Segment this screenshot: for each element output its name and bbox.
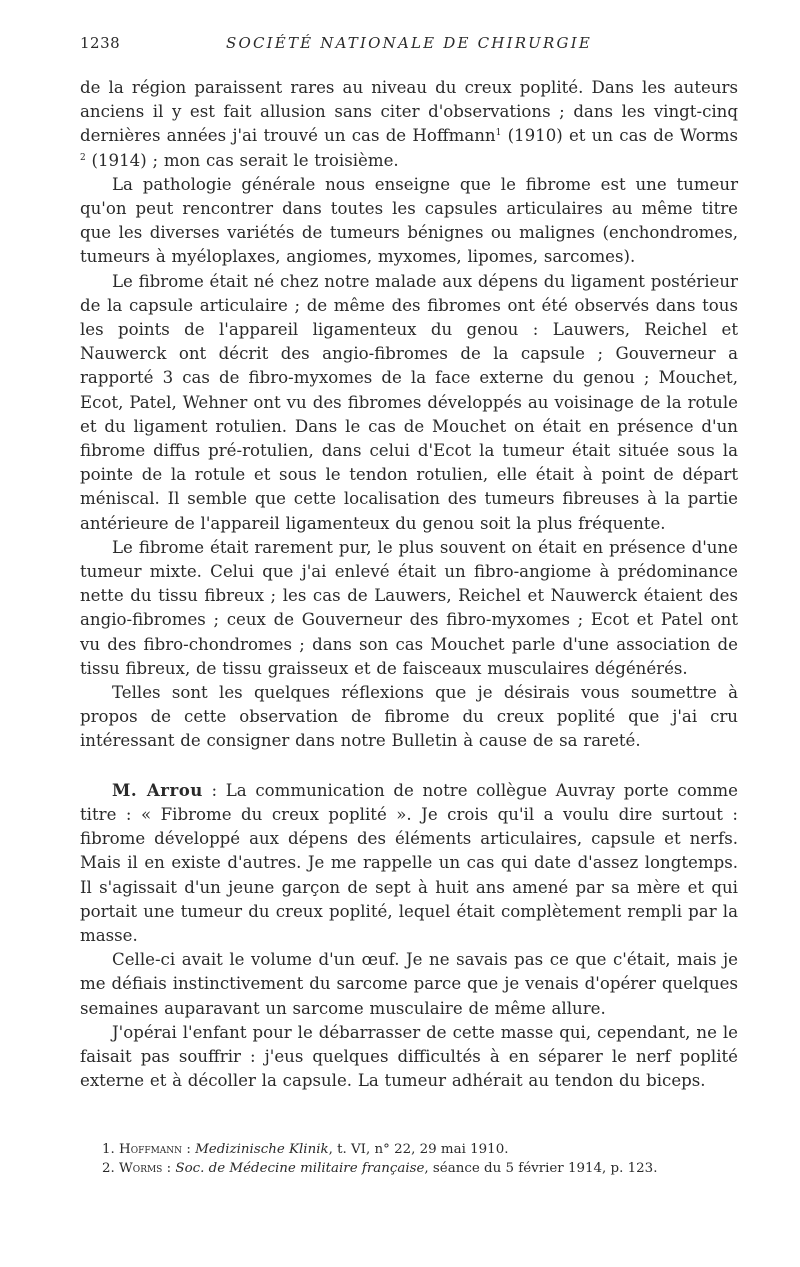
- footnote-2-source: Soc. de Médecine militaire française: [175, 1161, 425, 1176]
- paragraph-4: Le fibrome était rarement pur, le plus souvent on était en présence d'une tumeur mixte. Celui que j'ai enlevé était un fibro-angiome à prédominance nette du tissu fibreux ; les cas de Lauwers, Reichel et Nauwerck étaient des angio-fibromes ; ceux de Gouverneur des fibro-myxomes ; Ecot et Patel ont vu des fibro-chondromes ; dans son cas Mouchet parle d'une association de tissu fibreux, de tissu graisseux et de faisceaux musculaires dégénérés.: [80, 537, 738, 678]
- speaker-name: M. Arrou: [112, 779, 203, 800]
- footnote-ref-2: 2: [80, 152, 86, 163]
- footnote-1-source: Medizinische Klinik: [195, 1142, 329, 1157]
- footnote-1-author: Hoffmann: [119, 1142, 183, 1157]
- footnote-2-number: 2.: [102, 1161, 115, 1176]
- body-text: [80, 76, 738, 1093]
- running-title: SOCIÉTÉ NATIONALE DE CHIRURGIE: [226, 34, 592, 52]
- paragraph-2: La pathologie générale nous enseigne que le fibrome est une tumeur qu'on peut rencontrer dans toutes les capsules articulaires au même titre que les diverses variétés de tumeurs bénignes ou malignes (enchondromes, tumeurs à myéloplaxes, angiomes, myxomes, lipomes, sarcomes).: [80, 174, 738, 267]
- footnote-2-details: , séance du 5 février 1914, p. 123.: [424, 1161, 658, 1176]
- paragraph-8: J'opérai l'enfant pour le débarrasser de cette masse qui, cependant, ne le faisait pas souffrir : j'eus quelques difficultés à en séparer le nerf poplité externe et à décoller la capsule. La tumeur adhérait au tendon du biceps.: [80, 1022, 738, 1091]
- page-header: [80, 34, 738, 58]
- paragraph-7: Celle-ci avait le volume d'un œuf. Je ne savais pas ce que c'était, mais je me défiais instinctivement du sarcome parce que je venais d'opérer quelques semaines auparavant un sarcome musculaire de même allure.: [80, 950, 738, 1018]
- footnote-1: [80, 1140, 738, 1159]
- paragraph-1-text-b: (1910) et un cas de Worms: [501, 126, 738, 146]
- footnote-2-sep: :: [162, 1161, 176, 1176]
- paragraph-1: [80, 76, 738, 173]
- footnote-2-author: Worms: [119, 1161, 163, 1176]
- paragraph-5: Telles sont les quelques réflexions que je désirais vous soumettre à propos de cette observation de fibrome du creux poplité que j'ai cru intéressant de consigner dans notre Bulletin à cause de sa rareté.: [80, 683, 738, 751]
- footnote-1-sep: :: [182, 1142, 196, 1157]
- paragraph-3: Le fibrome était né chez notre malade aux dépens du ligament postérieur de la capsule articulaire ; de même des fibromes ont été observés dans tous les points de l'appareil ligamenteux du genou : Lauwers, Reichel et Nauwerck ont décrit des angio-fibromes de la capsule ; Gouverneur a rapporté 3 cas de fibro-myxomes de la face externe du genou ; Mouchet, Ecot, Patel, Wehner ont vu des fibromes développés au voisinage de la rotule et du ligament rotulien. Dans le cas de Mouchet on était en présence d'un fibrome diffus pré-rotulien, dans celui d'Ecot la tumeur était située sous la pointe de la rotule et sous le tendon rotulien, elle était à point de départ méniscal. Il semble que cette localisation des tumeurs fibreuses à la partie antérieure de l'appareil ligamenteux du genou soit la plus fréquente.: [80, 271, 738, 533]
- footnote-1-number: 1.: [102, 1142, 115, 1157]
- footnotes: [80, 1140, 738, 1178]
- page-number: 1238: [80, 34, 121, 52]
- footnote-1-details: , t. VI, n° 22, 29 mai 1910.: [328, 1142, 509, 1157]
- paragraph-1-text-c: (1914) ; mon cas serait le troisième.: [85, 150, 399, 170]
- footnote-2: [80, 1159, 738, 1178]
- paragraph-6-text: : La communication de notre collègue Auvray porte comme titre : « Fibrome du creux poplité ». Je crois qu'il a voulu dire surtout : fibrome développé aux dépens des éléments articulaires, capsule et nerfs. Mais il en existe d'autres. Je me rappelle un cas qui date d'assez longtemps. Il s'agissait d'un jeune garçon de sept à huit ans amené par sa mère et qui portait une tumeur du creux poplité, lequel était complètement rempli par la masse.: [80, 780, 738, 945]
- paragraph-6: [80, 778, 738, 948]
- paragraph-1-text-a: de la région paraissent rares au niveau du creux poplité. Dans les auteurs anciens il y est fait allusion sans citer d'observations ; dans les vingt-cinq dernières années j'ai trouvé un cas de Hoffmann: [80, 78, 738, 146]
- footnote-ref-1: 1: [495, 128, 502, 139]
